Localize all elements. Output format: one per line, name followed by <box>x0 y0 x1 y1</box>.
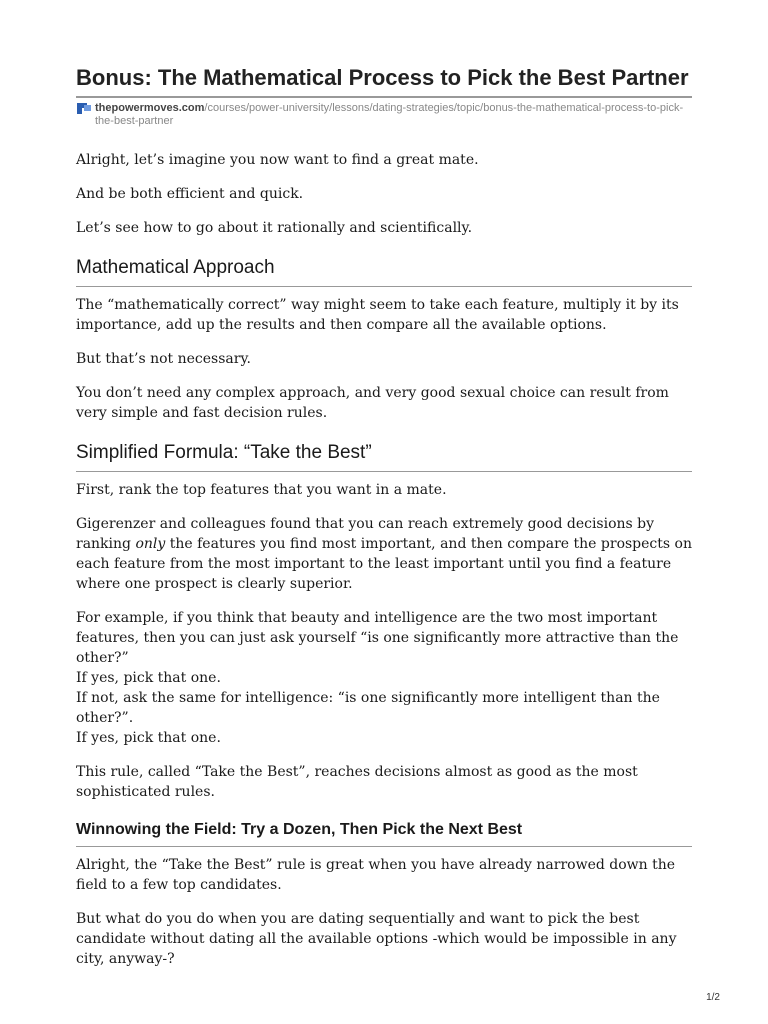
body-paragraph: This rule, called “Take the Best”, reaches decisions almost as good as the most sophisticated rules. <box>76 764 638 800</box>
section-heading-take-the-best: Simplified Formula: “Take the Best” <box>76 442 372 463</box>
site-logo-icon <box>76 102 92 115</box>
emphasis-text: only <box>135 536 166 552</box>
body-paragraph: But what do you do when you are dating sequentially and want to pick the best candidate without dating all the available options -which would be impossible in any city, anyway-? <box>76 911 677 967</box>
text-line: If not, ask the same for intelligence: “is one significantly more intelligent than the other?”. <box>76 690 660 726</box>
section-divider <box>76 286 692 287</box>
section-divider <box>76 846 692 847</box>
body-paragraph: You don’t need any complex approach, and very good sexual choice can result from very simple and fast decision rules. <box>76 385 669 421</box>
section-divider <box>76 471 692 472</box>
page-number: 1/2 <box>706 992 720 1003</box>
document-page <box>76 64 692 969</box>
example-paragraph <box>76 608 692 748</box>
text-line: If yes, pick that one. <box>76 730 221 746</box>
page-title: Bonus: The Mathematical Process to Pick the Best Partner <box>76 65 689 90</box>
intro-paragraph: Alright, let’s imagine you now want to find a great mate. <box>76 152 479 168</box>
body-paragraph: First, rank the top features that you want in a mate. <box>76 482 447 498</box>
body-paragraph <box>76 514 692 594</box>
source-path[interactable]: /courses/power-university/lessons/dating-strategies/topic/bonus-the-mathematical-process-to-pick-the-best-partner <box>95 102 684 127</box>
title-divider <box>76 96 692 98</box>
body-paragraph: Alright, the “Take the Best” rule is great when you have already narrowed down the field to a few top candidates. <box>76 857 676 893</box>
text-line: If yes, pick that one. <box>76 670 221 686</box>
text-run: Gigerenzer and colleagues found that you can reach extremely good decisions by ranking <box>76 516 655 552</box>
source-text[interactable] <box>95 102 692 128</box>
text-line: For example, if you think that beauty and intelligence are the two most important features, then you can just ask yourself “is one significantly more attractive than the other?” <box>76 610 679 666</box>
source-domain[interactable]: thepowermoves.com <box>95 102 205 114</box>
source-url[interactable] <box>76 102 692 128</box>
intro-paragraph: And be both efficient and quick. <box>76 186 304 202</box>
section-heading-mathematical-approach: Mathematical Approach <box>76 257 275 278</box>
body-paragraph: The “mathematically correct” way might seem to take each feature, multiply it by its importance, add up the results and then compare all the available options. <box>76 297 679 333</box>
section-heading-winnowing: Winnowing the Field: Try a Dozen, Then Pick the Next Best <box>76 821 523 838</box>
intro-paragraph: Let’s see how to go about it rationally and scientifically. <box>76 220 473 236</box>
text-run: the features you find most important, and then compare the prospects on each feature from the most important to the least important until you find a feature where one prospect is clearly superior. <box>76 536 692 592</box>
body-paragraph: But that’s not necessary. <box>76 351 251 367</box>
